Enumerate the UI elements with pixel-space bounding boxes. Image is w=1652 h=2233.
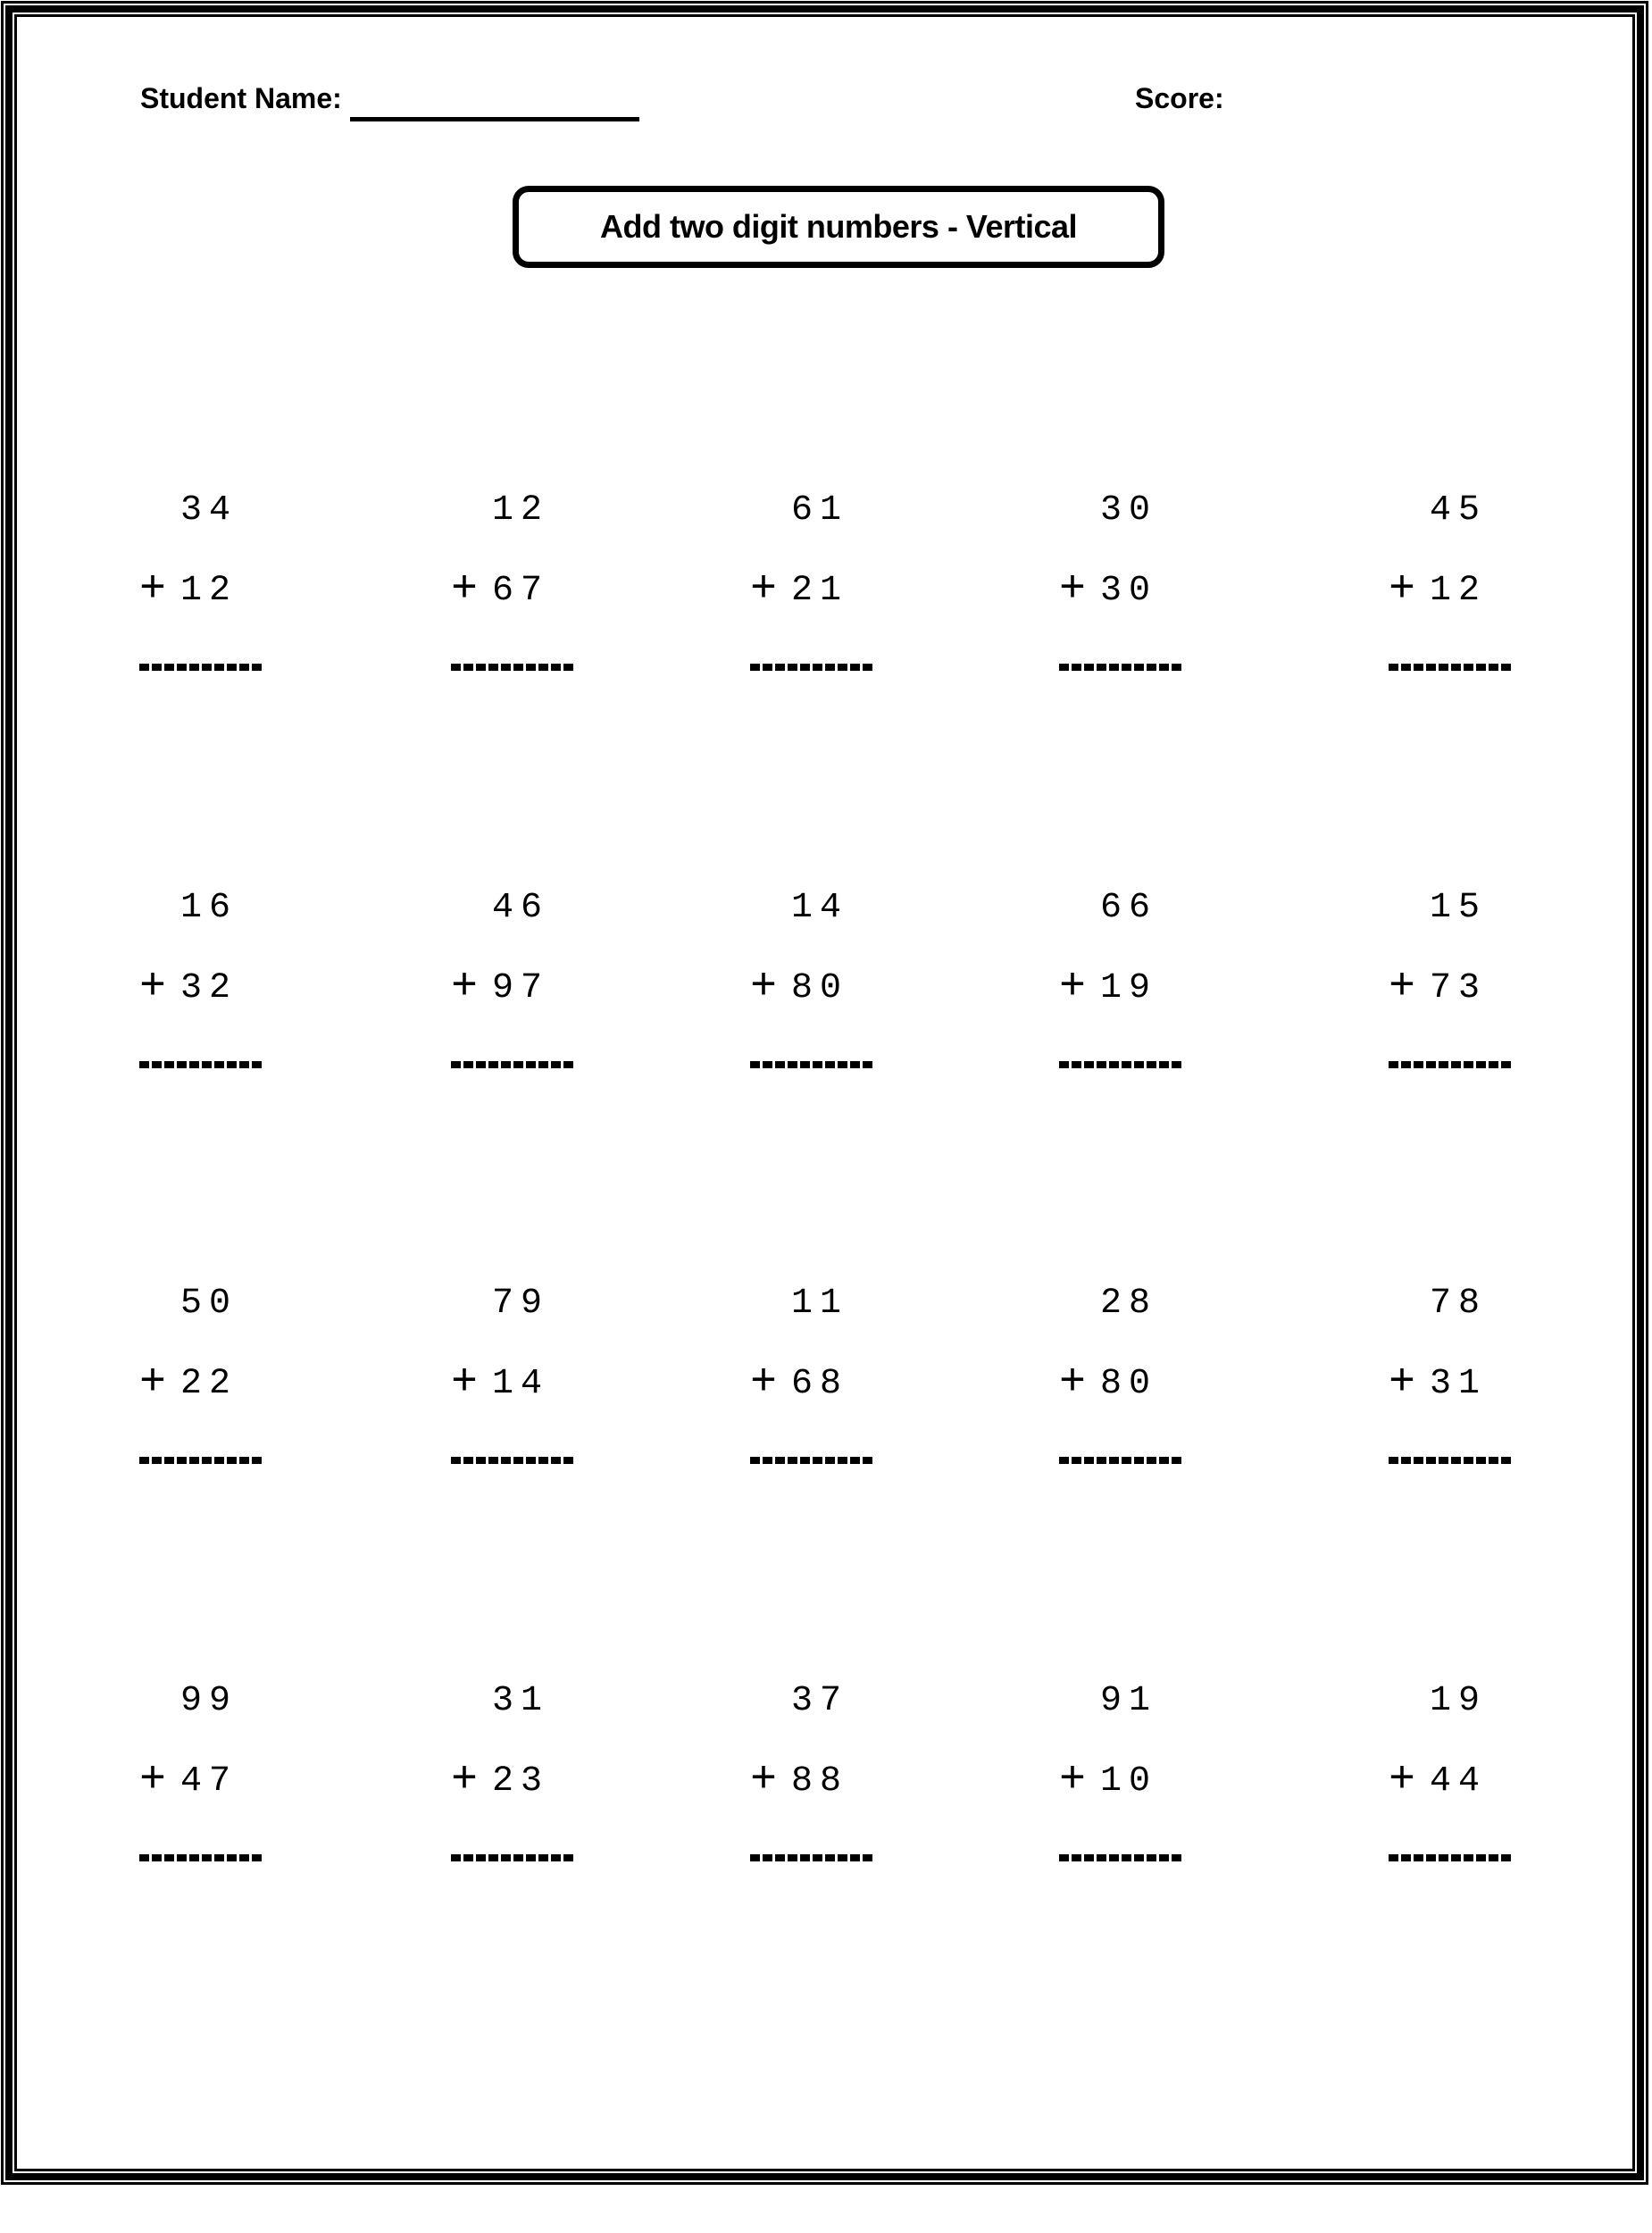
answer-line	[451, 664, 576, 671]
plus-operator: +	[451, 565, 479, 615]
bottom-row	[1059, 1755, 1247, 1806]
top-addend: 66	[1100, 888, 1158, 928]
bottom-addend: 80	[791, 968, 849, 1008]
top-addend: 91	[1100, 1681, 1158, 1721]
plus-operator: +	[1389, 1358, 1416, 1409]
addition-problem-9	[1059, 888, 1247, 1068]
answer-line	[451, 1457, 576, 1464]
worksheet-title: Add two digit numbers - Vertical	[599, 208, 1078, 245]
answer-line	[1059, 1061, 1184, 1068]
answer-line	[1389, 1061, 1514, 1068]
answer-line	[1389, 1457, 1514, 1464]
bottom-row	[750, 1358, 938, 1409]
bottom-row	[139, 565, 327, 615]
answer-line	[1389, 664, 1514, 671]
addition-problem-10	[1389, 888, 1576, 1068]
bottom-addend: 23	[492, 1761, 550, 1802]
bottom-addend: 14	[492, 1364, 550, 1404]
addition-problem-12	[451, 1286, 638, 1464]
answer-line	[750, 1854, 875, 1861]
plus-operator: +	[139, 565, 167, 615]
student-name-blank-line	[350, 117, 639, 121]
bottom-row	[1389, 1358, 1576, 1409]
plus-operator: +	[139, 962, 167, 1013]
worksheet-title-box	[513, 186, 1164, 268]
top-addend: 14	[791, 888, 849, 928]
addition-problem-4	[1059, 490, 1247, 671]
plus-operator: +	[451, 962, 479, 1013]
top-addend: 46	[492, 888, 550, 928]
top-addend: 28	[1100, 1284, 1158, 1324]
answer-line	[1389, 1854, 1514, 1861]
addition-problem-15	[1389, 1286, 1576, 1464]
top-addend: 61	[791, 490, 849, 531]
plus-operator: +	[139, 1358, 167, 1409]
answer-line	[451, 1854, 576, 1861]
addition-problem-6	[139, 888, 327, 1068]
plus-operator: +	[1389, 962, 1416, 1013]
bottom-addend: 12	[1430, 571, 1488, 611]
bottom-row	[1059, 1358, 1247, 1409]
answer-line	[750, 1061, 875, 1068]
plus-operator: +	[451, 1358, 479, 1409]
bottom-addend: 30	[1100, 571, 1158, 611]
addition-problem-7	[451, 888, 638, 1068]
answer-line	[139, 1854, 264, 1861]
top-addend: 15	[1430, 888, 1488, 928]
addition-problem-5	[1389, 490, 1576, 671]
top-addend: 37	[791, 1681, 849, 1721]
bottom-row	[1389, 962, 1576, 1013]
plus-operator: +	[1059, 565, 1087, 615]
answer-line	[139, 1457, 264, 1464]
bottom-addend: 12	[180, 571, 238, 611]
bottom-addend: 31	[1430, 1364, 1488, 1404]
addition-problem-20	[1389, 1681, 1576, 1861]
bottom-addend: 68	[791, 1364, 849, 1404]
answer-line	[750, 664, 875, 671]
addition-problem-19	[1059, 1681, 1247, 1861]
bottom-addend: 67	[492, 571, 550, 611]
bottom-addend: 32	[180, 968, 238, 1008]
addition-problem-16	[139, 1681, 327, 1861]
addition-problem-13	[750, 1286, 938, 1464]
plus-operator: +	[1059, 962, 1087, 1013]
plus-operator: +	[451, 1755, 479, 1806]
top-addend: 78	[1430, 1284, 1488, 1324]
addition-problem-2	[451, 490, 638, 671]
bottom-row	[1059, 565, 1247, 615]
addition-problem-3	[750, 490, 938, 671]
bottom-row	[1389, 1755, 1576, 1806]
bottom-row	[451, 1755, 638, 1806]
top-addend: 99	[180, 1681, 238, 1721]
bottom-row	[139, 962, 327, 1013]
addition-problem-14	[1059, 1286, 1247, 1464]
top-addend: 79	[492, 1284, 550, 1324]
bottom-addend: 19	[1100, 968, 1158, 1008]
bottom-row	[750, 962, 938, 1013]
plus-operator: +	[750, 1755, 778, 1806]
bottom-row	[750, 1755, 938, 1806]
top-addend: 11	[791, 1284, 849, 1324]
bottom-addend: 80	[1100, 1364, 1158, 1404]
plus-operator: +	[750, 565, 778, 615]
bottom-addend: 10	[1100, 1761, 1158, 1802]
addition-problem-1	[139, 490, 327, 671]
bottom-addend: 73	[1430, 968, 1488, 1008]
plus-operator: +	[139, 1755, 167, 1806]
bottom-addend: 21	[791, 571, 849, 611]
addition-problem-18	[750, 1681, 938, 1861]
addition-problem-17	[451, 1681, 638, 1861]
bottom-row	[1389, 565, 1576, 615]
answer-line	[1059, 1457, 1184, 1464]
answer-line	[139, 664, 264, 671]
student-name-label: Student Name:	[140, 82, 342, 114]
plus-operator: +	[1389, 1755, 1416, 1806]
bottom-row	[451, 962, 638, 1013]
score-label: Score:	[1135, 82, 1224, 114]
top-addend: 30	[1100, 490, 1158, 531]
top-addend: 45	[1430, 490, 1488, 531]
answer-line	[451, 1061, 576, 1068]
top-addend: 12	[492, 490, 550, 531]
bottom-row	[451, 1358, 638, 1409]
plus-operator: +	[1389, 565, 1416, 615]
bottom-addend: 88	[791, 1761, 849, 1802]
bottom-row	[451, 565, 638, 615]
answer-line	[139, 1061, 264, 1068]
top-addend: 50	[180, 1284, 238, 1324]
bottom-addend: 44	[1430, 1761, 1488, 1802]
answer-line	[1059, 1854, 1184, 1861]
answer-line	[750, 1457, 875, 1464]
addition-problem-8	[750, 888, 938, 1068]
top-addend: 34	[180, 490, 238, 531]
bottom-row	[139, 1755, 327, 1806]
plus-operator: +	[750, 962, 778, 1013]
plus-operator: +	[1059, 1358, 1087, 1409]
addition-problem-11	[139, 1286, 327, 1464]
bottom-row	[139, 1358, 327, 1409]
bottom-addend: 22	[180, 1364, 238, 1404]
bottom-addend: 47	[180, 1761, 238, 1802]
top-addend: 16	[180, 888, 238, 928]
bottom-row	[1059, 962, 1247, 1013]
bottom-row	[750, 565, 938, 615]
top-addend: 31	[492, 1681, 550, 1721]
bottom-addend: 97	[492, 968, 550, 1008]
answer-line	[1059, 664, 1184, 671]
top-addend: 19	[1430, 1681, 1488, 1721]
plus-operator: +	[1059, 1755, 1087, 1806]
plus-operator: +	[750, 1358, 778, 1409]
